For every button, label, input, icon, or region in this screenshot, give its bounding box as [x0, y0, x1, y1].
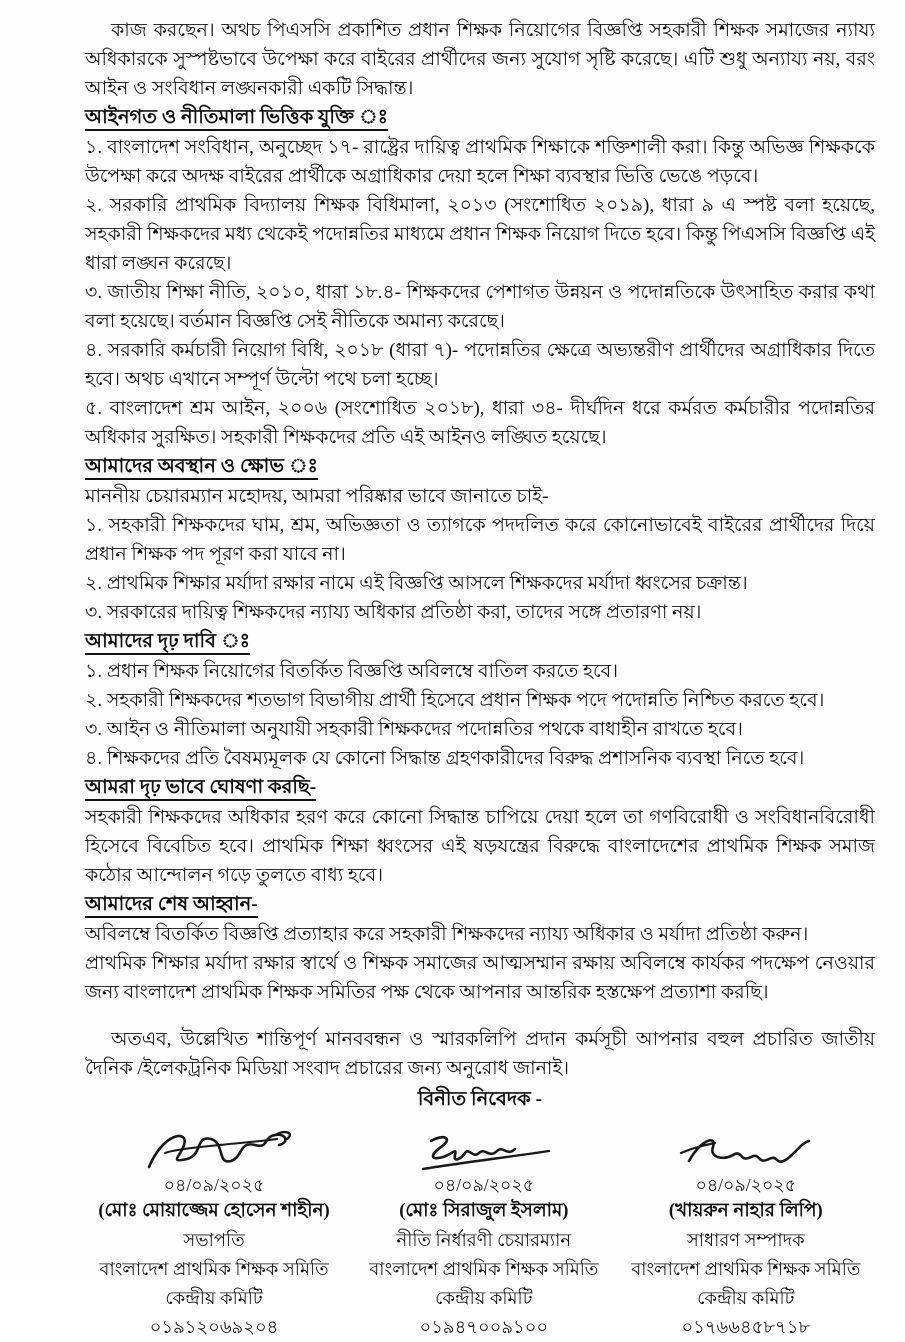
section-demands-heading [85, 627, 875, 657]
general-secretary-title: সাধারণ সম্পাদক [686, 1230, 805, 1250]
section-final-call-heading-text: আমাদের শেষ আহ্বান- [85, 894, 258, 918]
stance-item-3: ৩. সরকারের দায়িত্ব শিক্ষকদের ন্যায্য অধিকার প্রতিষ্ঠা করা, তাদের সঙ্গে প্রতারণা নয়। [85, 602, 702, 623]
general-secretary-signature-image [625, 1121, 867, 1179]
signatory-block-general-secretary [625, 1121, 867, 1342]
president-name: (মোঃ মোয়াজ্জেম হোসেন শাহীন) [98, 1201, 330, 1221]
section-final-call-heading [85, 890, 875, 920]
general-secretary-sign-date: ০৪/০৯/২০২৫ [695, 1175, 797, 1195]
signoff-label: বিনীত নিবেদক - [417, 1089, 543, 1110]
stance-lead: মাননীয় চেয়ারম্যান মহোদয়, আমরা পরিষ্কার ভাবে জানাতে চাই- [85, 486, 549, 507]
policy-chairman-name: (মোঃ সিরাজুল ইসলাম) [399, 1201, 569, 1221]
general-secretary-phone: ০১৭৬৬৪৫৮৭১৮ [681, 1317, 811, 1337]
policy-chairman-committee: কেন্দ্রীয় কমিটি [435, 1288, 533, 1308]
policy-chairman-organization: বাংলাদেশ প্রাথমিক শিক্ষক সমিতি [369, 1259, 599, 1279]
signatory-block-president [85, 1121, 343, 1342]
demand-item-1: ১. প্রধান শিক্ষক নিয়োগের বিতর্কিত বিজ্ঞপ্তি অবিলম্বে বাতিল করতে হবে। [85, 661, 619, 682]
president-organization: বাংলাদেশ প্রাথমিক শিক্ষক সমিতি [99, 1259, 329, 1279]
president-committee: কেন্দ্রীয় কমিটি [165, 1288, 263, 1308]
demand-item-3: ৩. আইন ও নীতিমালা অনুযায়ী সহকারী শিক্ষকদের পদোন্নতির পথকে বাধাহীন রাখতে হবে। [85, 719, 743, 740]
policy-chairman-phone: ০১৯৪৭০০৯১০০ [419, 1317, 549, 1337]
final-call-paragraph-2: প্রাথমিক শিক্ষার মর্যাদা রক্ষার স্বার্থে ও শিক্ষক সমাজের আত্মসম্মান রক্ষায় অবিলম্বে কার্যকর পদক্ষেপ নেওয়ার জন্য বাংলাদেশ প্রাথমিক শিক্ষক সমিতির পক্ষ থেকে আপনার আন্তরিক হস্তক্ষেপ প্রত্যাশা করছি। [85, 953, 875, 1003]
president-phone: ০১৯১২০৬৯২০৪ [149, 1317, 279, 1337]
section-legal-heading [85, 103, 875, 133]
demand-item-4: ৪. শিক্ষকদের প্রতি বৈষম্যমূলক যে কোনো সিদ্ধান্ত গ্রহণকারীদের বিরুদ্ধ প্রশাসনিক ব্যবস্থা নিতে হবে। [85, 748, 805, 769]
final-call-paragraph-1: অবিলম্বে বিতর্কিত বিজ্ঞপ্তি প্রত্যাহার করে সহকারী শিক্ষকদের ন্যায্য অধিকার ও মর্যাদা প্রতিষ্ঠা করুন। [85, 924, 809, 945]
section-legal-heading-text: আইনগত ও নীতিমালা ভিত্তিক যুক্তি ঃ [85, 107, 388, 131]
stance-item-1: ১. সহকারী শিক্ষকদের ঘাম, শ্রম, অভিজ্ঞতা ও ত্যাগকে পদদলিত করে কোনোভাবেই বাইরের প্রার্থীদের দিয়ে প্রধান শিক্ষক পদ পূরণ করা যাবে না। [85, 515, 875, 565]
closing-paragraph: অতএব, উল্লেখিত শান্তিপূর্ণ মানববন্ধন ও স্মারকলিপি প্রদান কর্মসূচী আপনার বহুল প্রচারিত জাতীয় দৈনিক /ইলেকট্রনিক মিডিয়া সংবাদ প্রচারের জন্য অনুরোধ জানাই। [85, 1029, 875, 1079]
demand-item-2: ২. সহকারী শিক্ষকদের শতভাগ বিভাগীয় প্রার্থী হিসেবে প্রধান শিক্ষক পদে পদোন্নতি নিশ্চিত করতে হবে। [85, 690, 825, 711]
president-signature-image [85, 1121, 343, 1179]
general-secretary-name: (খায়রুন নাহার লিপি) [668, 1201, 823, 1221]
section-demands-heading-text: আমাদের দৃঢ় দাবি ঃ [85, 631, 250, 655]
general-secretary-committee: কেন্দ্রীয় কমিটি [697, 1288, 795, 1308]
section-stance-heading [85, 452, 875, 482]
policy-chairman-signature-image [367, 1121, 602, 1179]
intro-paragraph: কাজ করছেন। অথচ পিএসসি প্রকাশিত প্রধান শিক্ষক নিয়োগের বিজ্ঞপ্তি সহকারী শিক্ষক সমাজের ন্যায্য অধিকারকে সুস্পষ্টভাবে উপেক্ষা করে বাইরের প্রার্থীদের জন্য সুযোগ সৃষ্টি করেছে। এটি শুধু অন্যায্য নয়, বরং আইন ও সংবিধান লঙ্ঘনকারী একটি সিদ্ধান্ত। [85, 20, 875, 99]
policy-chairman-title: নীতি নির্ধারণী চেয়ারম্যান [396, 1230, 572, 1250]
legal-item-4: ৪. সরকারি কর্মচারী নিয়োগ বিধি, ২০১৮ (ধারা ৭)- পদোন্নতির ক্ষেত্রে অভ্যন্তরীণ প্রার্থীদের অগ্রাধিকার দিতে হবে। অথচ এখানে সম্পূর্ণ উল্টো পথে চলা হচ্ছে। [85, 340, 875, 390]
policy-chairman-sign-date: ০৪/০৯/২০২৫ [433, 1175, 535, 1195]
president-sign-date: ০৪/০৯/২০২৫ [163, 1175, 265, 1195]
legal-item-5: ৫. বাংলাদেশ শ্রম আইন, ২০০৬ (সংশোধিত ২০১৮), ধারা ৩৪- দীর্ঘদিন ধরে কর্মরত কর্মচারীর পদোন্নতির অধিকার সুরক্ষিত। সহকারী শিক্ষকদের প্রতি এই আইনও লঙ্ঘিত হয়েছে। [85, 398, 875, 448]
legal-item-1: ১. বাংলাদেশ সংবিধান, অনুচ্ছেদ ১৭- রাষ্ট্রের দায়িত্ব প্রাথমিক শিক্ষাকে শক্তিশালী করা। কিন্তু অভিজ্ঞ শিক্ষককে উপেক্ষা করে অদক্ষ বাইরের প্রার্থীকে অগ্রাধিকার দেয়া হলে শিক্ষা ব্যবস্থার ভিত্তি ভেঙে পড়বে। [85, 137, 875, 187]
section-declaration-heading-text: আমরা দৃঢ় ভাবে ঘোষণা করছি- [85, 777, 316, 801]
section-declaration-heading [85, 773, 875, 803]
declaration-body: সহকারী শিক্ষকদের অধিকার হরণ করে কোনো সিদ্ধান্ত চাপিয়ে দেয়া হলে তা গণবিরোধী ও সংবিধানবিরোধী হিসেবে বিবেচিত হবে। প্রাথমিক শিক্ষা ধ্বংসের এই ষড়যন্ত্রের বিরুদ্ধে বাংলাদেশের প্রাথমিক শিক্ষক সমাজ কঠোর আন্দোলন গড়ে তুলতে বাধ্য হবে। [85, 807, 875, 886]
stance-item-2: ২. প্রাথমিক শিক্ষার মর্যাদা রক্ষার নামে এই বিজ্ঞপ্তি আসলে শিক্ষকদের মর্যাদা ধ্বংসের চক্রান্ত। [85, 573, 748, 594]
signature-row [85, 1121, 875, 1342]
general-secretary-organization: বাংলাদেশ প্রাথমিক শিক্ষক সমিতি [631, 1259, 861, 1279]
legal-item-3: ৩. জাতীয় শিক্ষা নীতি, ২০১০, ধারা ১৮.৪- শিক্ষকদের পেশাগত উন্নয়ন ও পদোন্নতিকে উৎসাহিত করার কথা বলা হয়েছে। বর্তমান বিজ্ঞপ্তি সেই নীতিকে অমান্য করেছে। [85, 282, 875, 332]
section-stance-heading-text: আমাদের অবস্থান ও ক্ষোভ ঃ [85, 456, 318, 480]
signatory-block-policy-chairman [367, 1121, 602, 1342]
legal-item-2: ২. সরকারি প্রাথমিক বিদ্যালয় শিক্ষক বিধিমালা, ২০১৩ (সংশোধিত ২০১৯), ধারা ৯ এ স্পষ্ট বলা হয়েছে, সহকারী শিক্ষকদের মধ্য থেকেই পদোন্নতির মাধ্যমে প্রধান শিক্ষক নিয়োগ দিতে হবে। কিন্তু পিএসসি বিজ্ঞপ্তি এই ধারা লঙ্ঘন করেছে। [85, 195, 875, 274]
president-title: সভাপতি [183, 1230, 245, 1250]
